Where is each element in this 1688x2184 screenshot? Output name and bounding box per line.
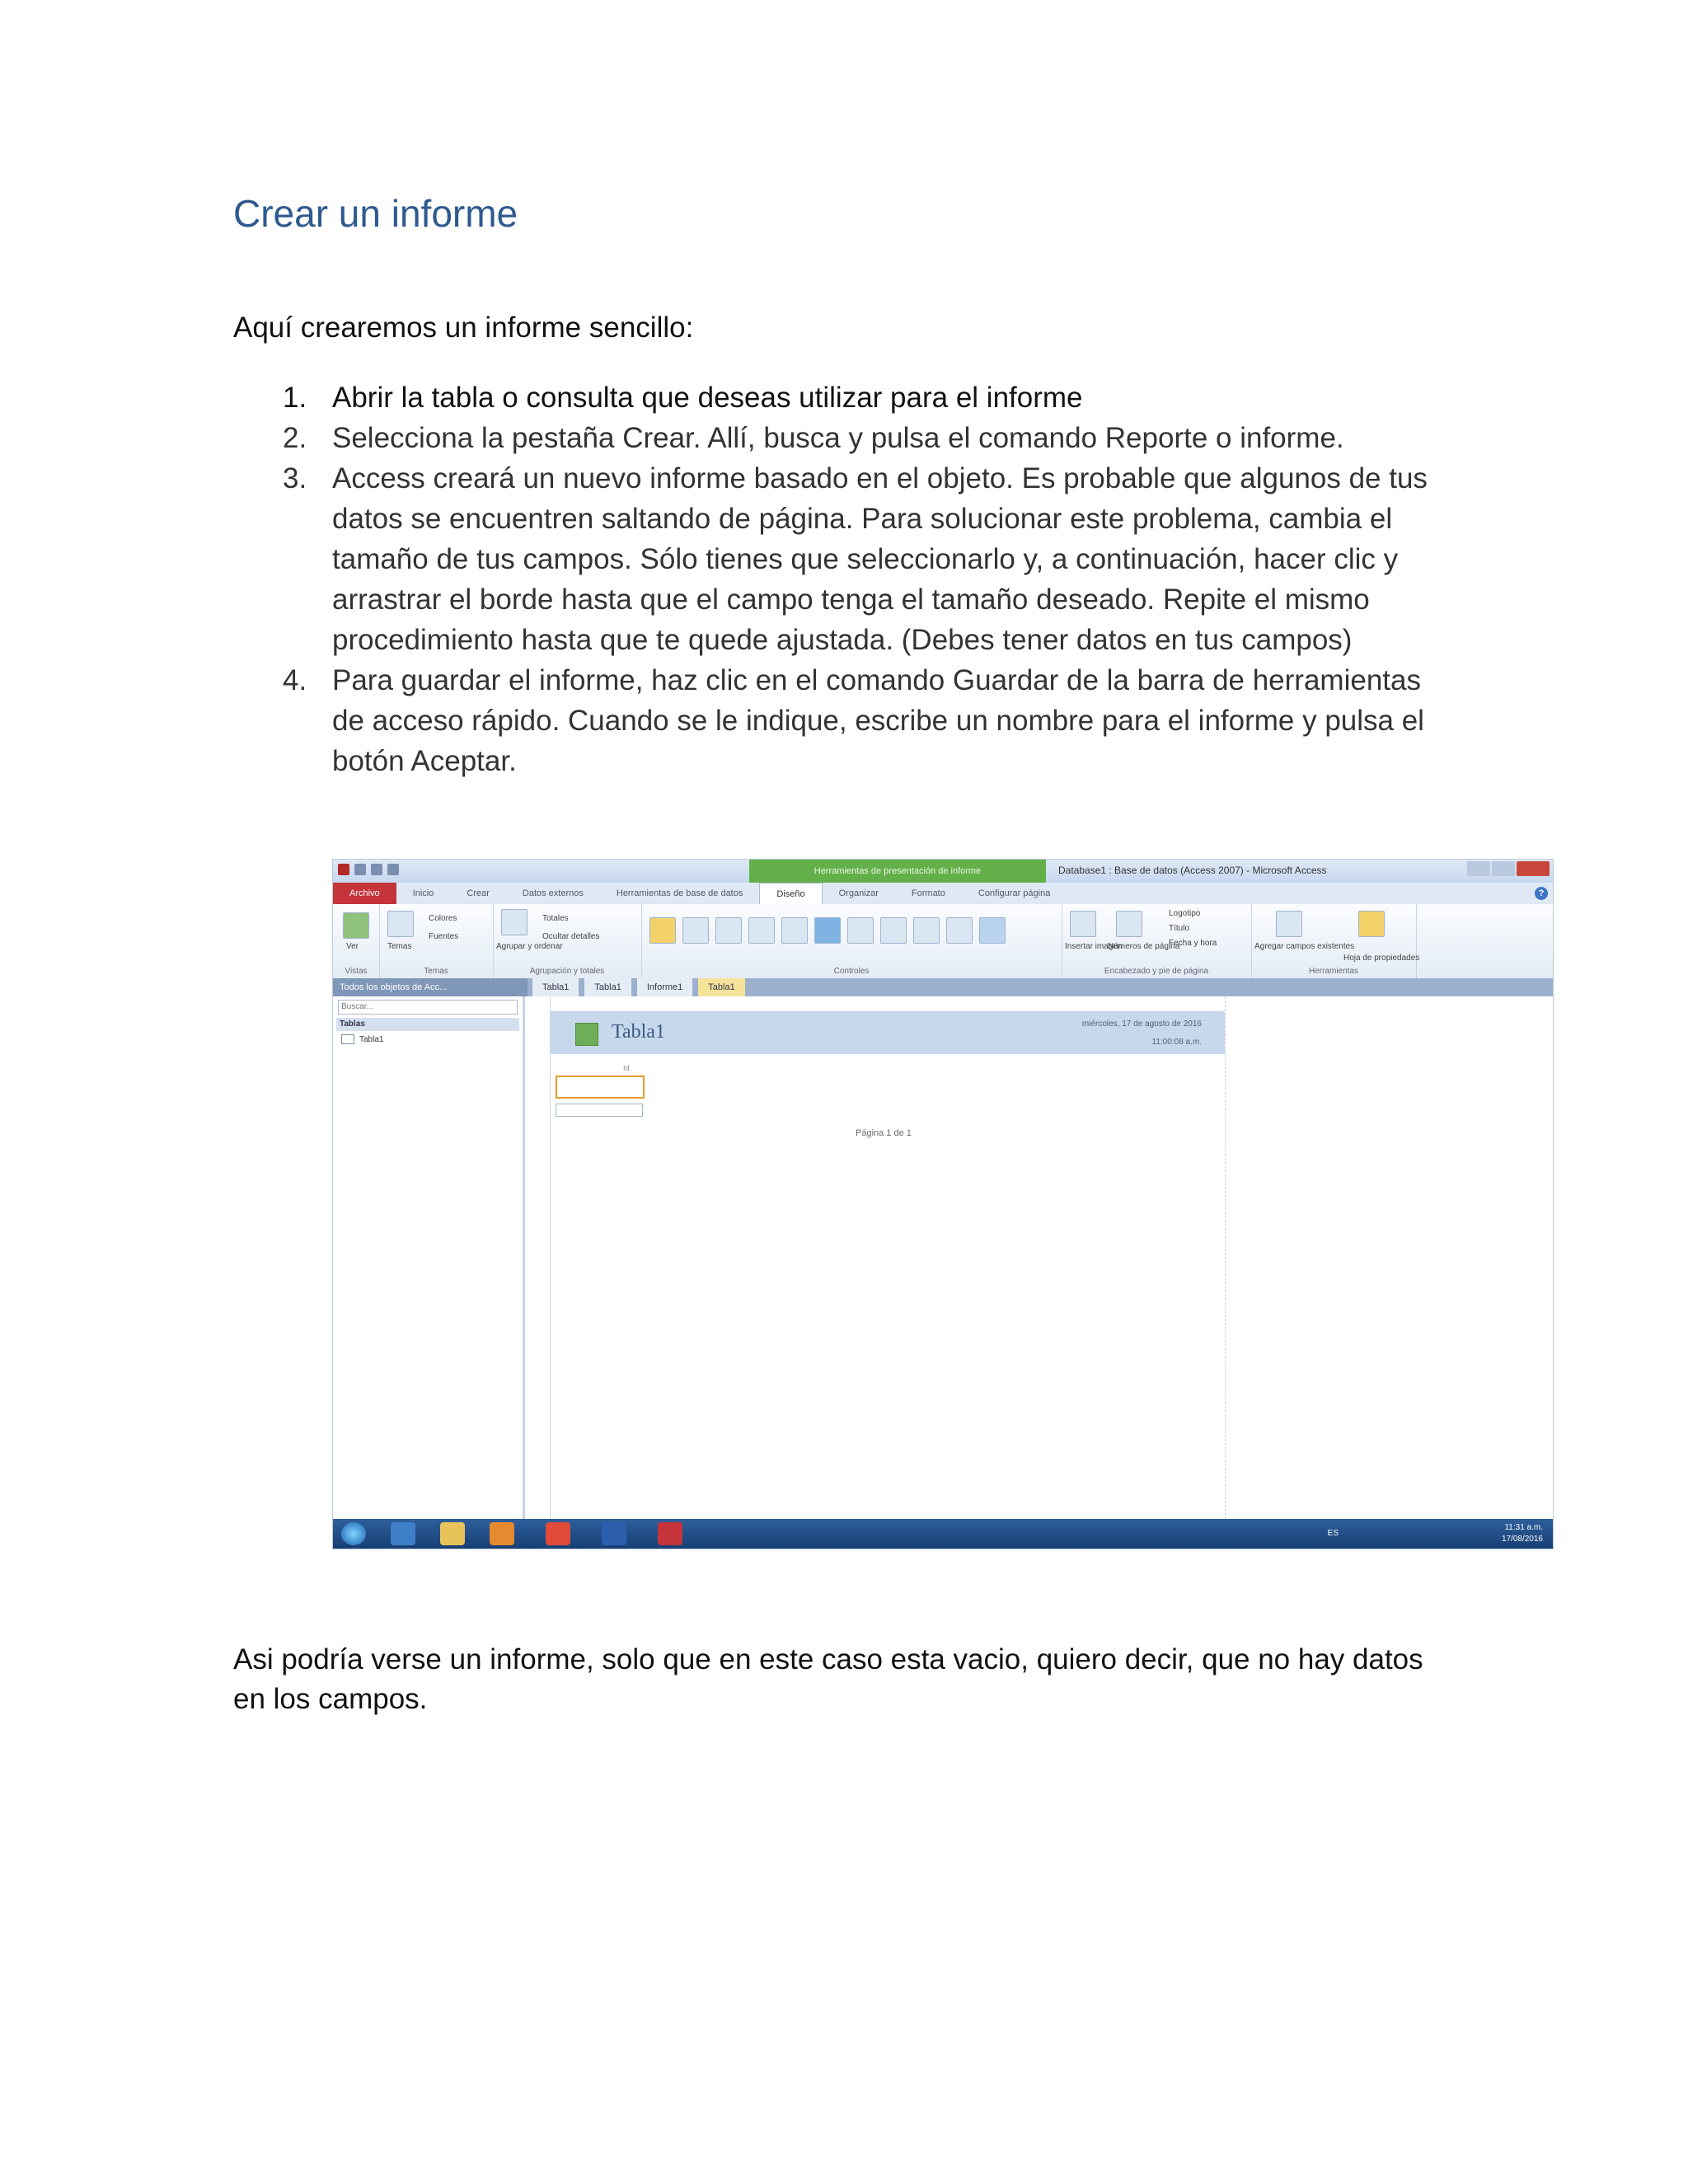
tab-organizar[interactable]: Organizar (838, 888, 879, 898)
navigation-icon[interactable] (847, 917, 874, 944)
maximize-button[interactable] (1492, 861, 1515, 876)
windows-taskbar (333, 1519, 1553, 1549)
insert-image-button[interactable] (1070, 911, 1096, 937)
nav-pane-header[interactable]: Todos los objetos de Acc... (333, 978, 528, 996)
window-controls (1467, 861, 1550, 876)
group-label: Herramientas (1308, 967, 1359, 976)
folder-icon[interactable] (440, 1522, 465, 1545)
tab-control-icon[interactable] (781, 917, 808, 944)
ribbon (333, 904, 1553, 979)
view-button[interactable] (343, 912, 369, 939)
field-label[interactable]: Id (623, 1064, 630, 1072)
report-time[interactable]: 11:00:08 a.m. (1151, 1038, 1202, 1047)
redo-icon[interactable] (387, 864, 399, 875)
tab-archivo[interactable]: Archivo (333, 883, 396, 904)
save-icon[interactable] (354, 864, 366, 875)
ribbon-group-agrupacion (493, 904, 642, 978)
steps-list (233, 377, 1453, 781)
colors-button[interactable]: Colores (429, 914, 457, 923)
report-page (550, 996, 1226, 1524)
step-text: Abrir la tabla o consulta que deseas utilizar para el informe (332, 382, 1083, 414)
ribbon-tabs (333, 883, 1553, 905)
step-text: Access creará un nuevo informe basado en el objeto. Es probable que algunos de tus datos se encuentren saltando de página. Para solucionar este problema, cambia el tamaño de tus campos. Sólo tienes que seleccionarlo y, a continuación, hacer clic y arrastrar el borde hasta que el campo tenga el tamaño deseado. Repite el mismo procedimiento hasta que te quede ajustada. (Debes tener datos en tus campos) (332, 462, 1428, 656)
view-label: Ver (346, 942, 359, 951)
add-fields-label: Agregar campos existentes (1254, 942, 1355, 951)
doc-tab[interactable]: Tabla1 (584, 978, 631, 996)
chrome-icon[interactable] (546, 1522, 570, 1545)
ie-icon[interactable] (391, 1522, 415, 1545)
tab-formato[interactable]: Formato (911, 888, 945, 898)
window-titlebar (333, 860, 1553, 883)
title-button[interactable]: Título (1169, 924, 1190, 933)
ribbon-group-temas (379, 904, 494, 978)
logo-button[interactable]: Logotipo (1169, 909, 1201, 918)
option-group-icon[interactable] (880, 917, 907, 944)
report-date[interactable]: miércoles, 17 de agosto de 2016 (1081, 1019, 1202, 1029)
report-workarea (525, 996, 1553, 1524)
step-item (233, 377, 1453, 418)
nav-group-tablas[interactable]: Tablas (336, 1018, 519, 1031)
report-logo-icon (575, 1023, 598, 1046)
page-numbers-button[interactable] (1116, 911, 1142, 937)
window-title: Database1 : Base de datos (Access 2007) - Microsoft Access (1058, 865, 1327, 876)
start-button-icon[interactable] (341, 1522, 366, 1545)
step-item (233, 418, 1453, 458)
nav-item-label: Tabla1 (359, 1034, 384, 1044)
intro-paragraph: Aquí crearemos un informe sencillo: (233, 312, 694, 344)
property-sheet-label: Hoja de propiedades (1343, 954, 1420, 963)
themes-button[interactable] (387, 911, 414, 937)
page-footer: Página 1 de 1 (856, 1128, 912, 1138)
ribbon-group-encabezado (1062, 904, 1252, 978)
navigation-pane (333, 996, 525, 1524)
access-app-icon (338, 864, 349, 875)
step-number: 1. (283, 382, 307, 414)
close-button[interactable] (1517, 861, 1550, 876)
field-control-selected[interactable] (556, 1076, 645, 1099)
textbox-icon[interactable] (682, 917, 709, 944)
doc-tab[interactable]: Informe1 (637, 978, 693, 996)
access-screenshot (332, 859, 1554, 1549)
tab-inicio[interactable]: Inicio (412, 888, 434, 898)
tray-clock[interactable] (1502, 1522, 1543, 1545)
group-sort-button[interactable] (501, 909, 528, 935)
undo-icon[interactable] (371, 864, 382, 875)
nav-item-tabla1[interactable] (341, 1034, 514, 1044)
tray-language[interactable]: ES (1327, 1529, 1339, 1538)
tab-crear[interactable]: Crear (467, 888, 490, 898)
report-title[interactable]: Tabla1 (612, 1021, 665, 1043)
step-number: 4. (283, 664, 307, 696)
outro-paragraph: Asi podría verse un informe, solo que en este caso esta vacio, quiero decir, que no hay datos en los campos. (233, 1643, 1423, 1715)
button-icon[interactable] (748, 917, 775, 944)
page-heading: Crear un informe (233, 192, 518, 235)
context-tools-label: Herramientas de presentación de informe (749, 860, 1046, 883)
table-icon (341, 1034, 354, 1044)
step-text: Selecciona la pestaña Crear. Allí, busca y pulsa el comando Reporte o informe. (332, 422, 1344, 454)
ribbon-group-vistas (333, 904, 380, 978)
insert-image-label: Insertar imagen (1065, 942, 1123, 951)
label-icon[interactable] (715, 917, 742, 944)
step-item (233, 458, 1453, 660)
totals-button[interactable]: Totales (542, 914, 569, 923)
group-label: Temas (424, 967, 448, 976)
group-label: Encabezado y pie de página (1104, 967, 1209, 976)
step-text: Para guardar el informe, haz clic en el comando Guardar de la barra de herramientas de acceso rápido. Cuando se le indique, escribe un nombre para el informe y pulsa el botón Aceptar. (332, 664, 1424, 777)
field-control[interactable] (556, 1104, 643, 1117)
select-icon[interactable] (649, 917, 676, 944)
checkbox-icon[interactable] (913, 917, 940, 944)
report-header (551, 1011, 1225, 1054)
tab-diseno[interactable]: Diseño (759, 883, 822, 904)
add-fields-button[interactable] (1276, 911, 1302, 937)
nav-search-input[interactable]: Buscar... (338, 1000, 518, 1015)
page-numbers-label: Números de página (1108, 942, 1180, 951)
minimize-button[interactable] (1467, 861, 1490, 876)
step-item (233, 660, 1453, 781)
tab-herramientas-bd[interactable]: Herramientas de base de datos (616, 888, 743, 898)
tab-datos-externos[interactable]: Datos externos (522, 888, 584, 898)
access-taskbar-icon[interactable] (658, 1522, 682, 1545)
image-icon[interactable] (979, 917, 1006, 944)
attachment-icon[interactable] (946, 917, 973, 944)
group-sort-label: Agrupar y ordenar (496, 942, 563, 951)
ribbon-group-herramientas (1251, 904, 1420, 978)
step-number: 2. (283, 422, 307, 454)
property-sheet-button[interactable] (1358, 911, 1385, 937)
themes-label: Temas (387, 942, 412, 951)
help-icon[interactable]: ? (1535, 887, 1548, 900)
doc-tab[interactable]: Tabla1 (532, 978, 579, 996)
media-player-icon[interactable] (490, 1522, 514, 1545)
hyperlink-icon[interactable] (814, 917, 841, 944)
ribbon-group-controles (641, 904, 1062, 978)
doc-tab-active[interactable]: Tabla1 (698, 978, 745, 996)
hide-details-button[interactable]: Ocultar detalles (542, 932, 600, 941)
tray-time: 11:31 a.m. (1504, 1523, 1543, 1532)
group-label: Agrupación y totales (529, 967, 605, 976)
document-tabs (333, 978, 1553, 996)
date-time-button[interactable]: Fecha y hora (1169, 939, 1217, 948)
quick-access-toolbar (338, 864, 399, 875)
group-label: Controles (833, 967, 870, 976)
step-number: 3. (283, 462, 307, 494)
word-icon[interactable] (602, 1522, 626, 1545)
fonts-button[interactable]: Fuentes (429, 932, 459, 941)
tab-configurar-pagina[interactable]: Configurar página (978, 888, 1051, 898)
tray-date: 17/08/2016 (1501, 1535, 1543, 1544)
group-label: Vistas (345, 967, 368, 976)
